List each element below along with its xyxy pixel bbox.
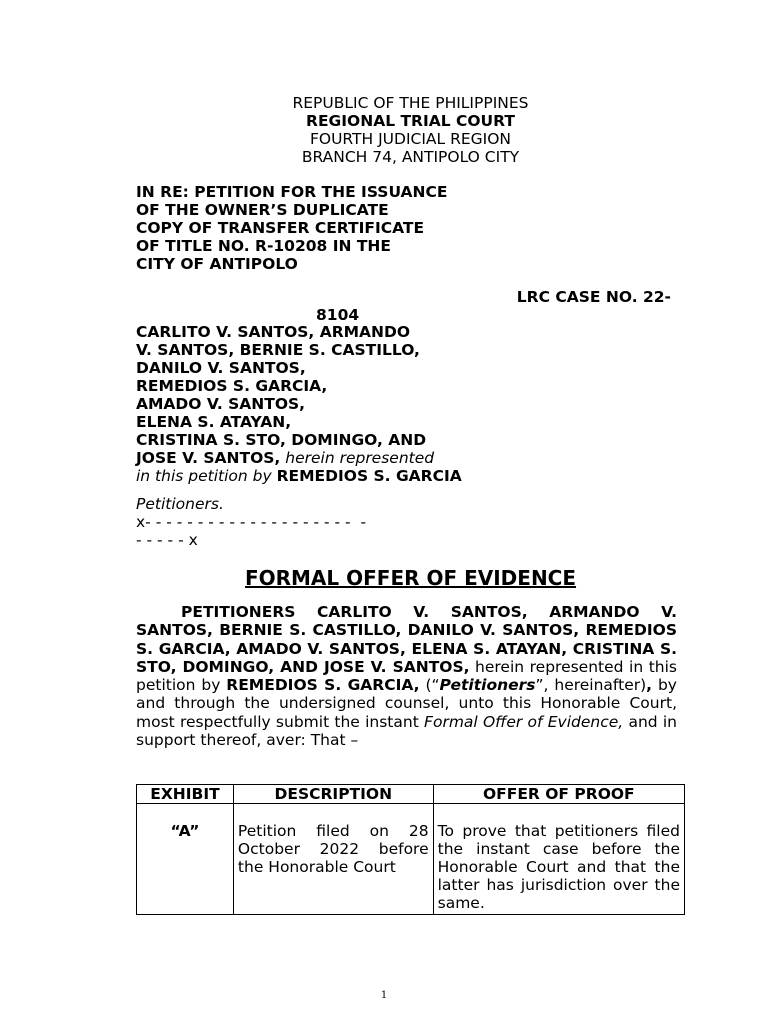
representative-bold: REMEDIOS S. GARCIA, — [226, 676, 420, 695]
caption-line: IN RE: PETITION FOR THE ISSUANCE — [136, 183, 448, 201]
table-row — [137, 804, 685, 915]
column-header-exhibit: EXHIBIT — [137, 785, 234, 804]
party-name: JOSE V. SANTOS, — [136, 449, 281, 467]
document-title-reference: Formal Offer of Evidence, — [424, 712, 624, 731]
paragraph-text: by and through the undersigned counsel, unto this Honorable Court, most respectfully submit the instant — [136, 676, 677, 731]
party-line: V. SANTOS, BERNIE S. CASTILLO, — [136, 341, 420, 359]
header-court: REGIONAL TRIAL COURT — [306, 112, 515, 130]
paragraph-text: and in support thereof, aver: That – — [136, 712, 677, 750]
party-line: CRISTINA S. STO, DOMINGO, AND — [136, 431, 427, 449]
page-number: 1 — [380, 990, 388, 1001]
party-line — [136, 449, 685, 467]
court-header — [136, 94, 685, 166]
offer-of-proof-cell: To prove that petitioners filed the instant case before the Honorable Court and that the latter has jurisdiction over the same. — [433, 804, 684, 915]
petitioner-names: PETITIONERS CARLITO V. SANTOS, ARMANDO V. SANTOS, BERNIE S. CASTILLO, DANILO V. SANTOS, REMEDIOS S. GARCIA, AMADO V. SANTOS, ELENA S. ATAYAN, CRISTINA S. STO, DOMINGO, AND JOSE V. SANTOS, — [136, 603, 677, 676]
party-line: DANILO V. SANTOS, — [136, 359, 306, 377]
paragraph-text: (“ — [419, 676, 440, 695]
header-region: FOURTH JUDICIAL REGION — [309, 130, 512, 148]
table-header-row — [137, 785, 685, 804]
representative-name: REMEDIOS S. GARCIA — [276, 467, 462, 485]
column-header-offer: OFFER OF PROOF — [433, 785, 684, 804]
party-line: AMADO V. SANTOS, — [136, 395, 306, 413]
caption-line: OF TITLE NO. R-10208 IN THE — [136, 237, 391, 255]
opening-paragraph — [136, 603, 677, 749]
caption-line: OF THE OWNER’S DUPLICATE — [136, 201, 389, 219]
caption-separator-end: - - - - - x — [136, 531, 198, 549]
paragraph-text: ”, hereinafter) — [535, 676, 647, 695]
column-header-description: DESCRIPTION — [233, 785, 433, 804]
defined-term: Petitioners — [439, 676, 536, 695]
caption-line: CITY OF ANTIPOLO — [136, 255, 298, 273]
party-line: ELENA S. ATAYAN, — [136, 413, 292, 431]
petitioners-label: Petitioners. — [136, 495, 224, 513]
party-line: REMEDIOS S. GARCIA, — [136, 377, 328, 395]
bold-comma: , — [646, 676, 653, 695]
case-number-continued: 8104 — [316, 306, 360, 324]
description-cell: Petition filed on 28 October 2022 before the Honorable Court — [233, 804, 433, 915]
representation-text: in this petition by — [136, 467, 277, 485]
document-title — [136, 566, 685, 590]
represented-text: herein represented — [280, 449, 435, 467]
exhibit-cell: “A” — [137, 804, 234, 915]
document-title-text: FORMAL OFFER OF EVIDENCE — [244, 566, 577, 590]
header-branch: BRANCH 74, ANTIPOLO CITY — [301, 148, 520, 166]
header-republic: REPUBLIC OF THE PHILIPPINES — [292, 94, 529, 112]
caption-separator: x- - - - - - - - - - - - - - - - - - - - - — [136, 513, 367, 531]
evidence-table — [136, 784, 685, 915]
case-caption — [136, 183, 685, 273]
representation-line — [136, 467, 685, 485]
party-line: CARLITO V. SANTOS, ARMANDO — [136, 323, 411, 341]
paragraph-text: herein represented in this petition by — [136, 657, 677, 695]
petitioners-list — [136, 323, 685, 485]
caption-line: COPY OF TRANSFER CERTIFICATE — [136, 219, 425, 237]
case-number: LRC CASE NO. 22- — [516, 288, 671, 306]
